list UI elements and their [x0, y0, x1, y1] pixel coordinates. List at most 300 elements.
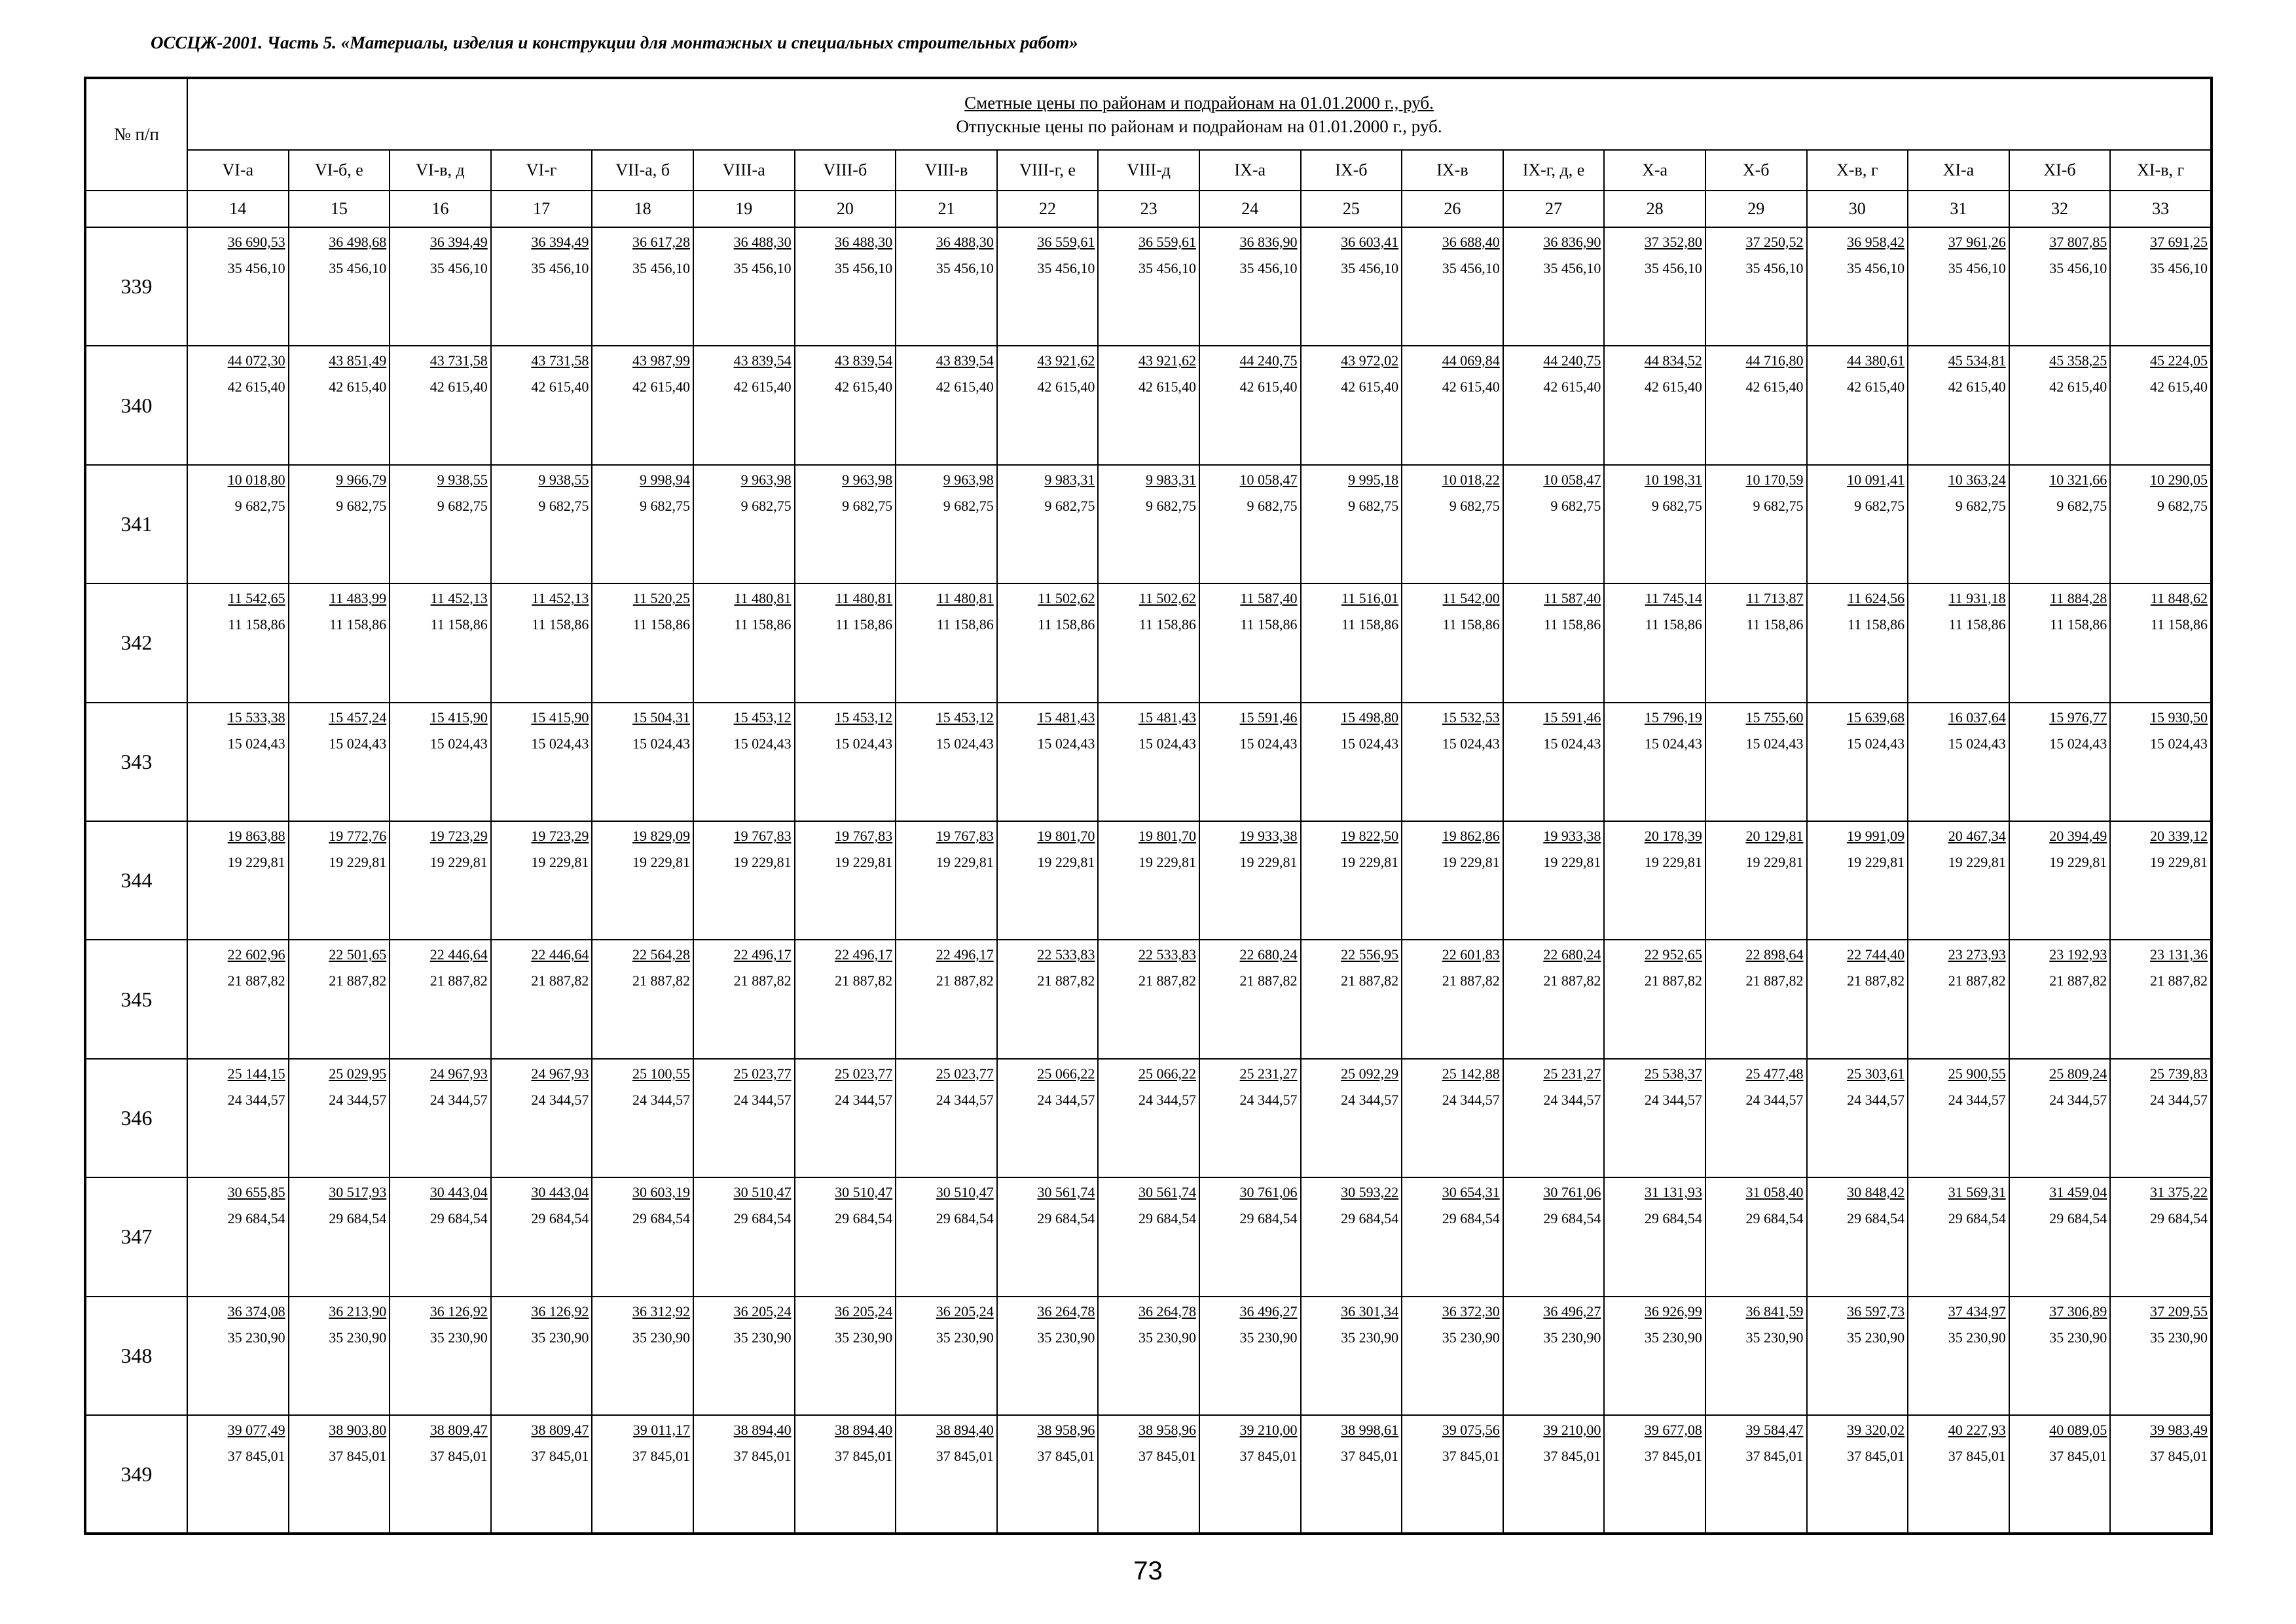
estimate-price: 31 459,04: [2049, 1184, 2107, 1201]
estimate-price: 22 898,64: [1745, 946, 1804, 963]
estimate-price: 39 983,49: [2150, 1421, 2208, 1438]
estimate-price: 10 058,47: [1239, 471, 1298, 488]
estimate-price: 10 290,05: [2150, 471, 2208, 488]
price-cell: [795, 940, 896, 1058]
table-row: [85, 1177, 2212, 1296]
price-cell: [1807, 703, 1908, 821]
price-cell: [1503, 346, 1605, 464]
release-price: 29 684,54: [1239, 1210, 1298, 1227]
estimate-price: 19 767,83: [835, 827, 893, 844]
estimate-price: 30 510,47: [835, 1184, 893, 1201]
estimate-price: 36 312,92: [632, 1302, 690, 1320]
price-cell: [896, 583, 997, 702]
release-price: 42 615,40: [1442, 378, 1500, 396]
price-cell: [1301, 1059, 1402, 1177]
release-price: 37 845,01: [2150, 1447, 2208, 1464]
estimate-price: 36 213,90: [329, 1302, 387, 1320]
estimate-price: 23 192,93: [2049, 946, 2107, 963]
district-header: IX-в: [1402, 150, 1503, 191]
release-price: 15 024,43: [1037, 735, 1095, 752]
district-header: VIII-а: [693, 150, 795, 191]
price-cell: [693, 465, 795, 583]
release-price: 9 682,75: [1753, 497, 1804, 514]
release-price: 35 230,90: [1745, 1329, 1804, 1346]
release-price: 9 682,75: [1449, 497, 1500, 514]
price-cell: [997, 1297, 1099, 1415]
estimate-price: 19 933,38: [1543, 827, 1601, 844]
estimate-price: 43 921,62: [1037, 352, 1095, 369]
district-header: X-а: [1604, 150, 1705, 191]
price-cell: [1705, 940, 1807, 1058]
price-cell: [1705, 583, 1807, 702]
price-cell: [693, 1297, 795, 1415]
release-price: 29 684,54: [733, 1210, 792, 1227]
price-cell: [896, 940, 997, 1058]
release-price: 37 845,01: [936, 1447, 994, 1464]
release-price: 42 615,40: [632, 378, 690, 396]
price-cell: [1908, 1177, 2009, 1296]
price-cell: [1604, 465, 1705, 583]
release-price: 21 887,82: [835, 972, 893, 989]
num-column-header: № п/п: [85, 78, 187, 191]
release-price: 35 230,90: [227, 1329, 285, 1346]
release-price: 21 887,82: [1745, 972, 1804, 989]
release-price: 15 024,43: [1847, 735, 1905, 752]
price-cell: [1705, 1059, 1807, 1177]
estimate-price: 37 961,26: [1948, 234, 2006, 250]
estimate-price: 25 303,61: [1847, 1065, 1905, 1082]
price-cell: [1908, 1297, 2009, 1415]
table-row: [85, 1415, 2212, 1534]
price-cell: [693, 940, 795, 1058]
estimate-price: 15 796,19: [1644, 709, 1702, 726]
price-cell: [1301, 227, 1402, 346]
estimate-price: 22 501,65: [329, 946, 387, 963]
estimate-price: 36 926,99: [1644, 1302, 1702, 1320]
release-price: 37 845,01: [227, 1447, 285, 1464]
release-price: 11 158,86: [734, 616, 792, 633]
release-price: 35 456,10: [1644, 260, 1702, 276]
price-cell: [187, 583, 289, 702]
price-cell: [1503, 940, 1605, 1058]
estimate-price: 25 144,15: [227, 1065, 285, 1082]
release-price: 35 456,10: [2150, 260, 2208, 276]
price-cell: [2009, 227, 2111, 346]
district-header: IX-б: [1301, 150, 1402, 191]
price-cell: [896, 1415, 997, 1534]
release-price: 19 229,81: [2049, 853, 2107, 870]
release-price: 24 344,57: [936, 1091, 994, 1108]
price-cell: [187, 1059, 289, 1177]
estimate-price: 19 862,86: [1442, 827, 1500, 844]
price-cell: [1908, 346, 2009, 464]
price-cell: [2009, 821, 2111, 940]
release-price: 15 024,43: [835, 735, 893, 752]
release-price: 9 682,75: [336, 497, 387, 514]
release-price: 15 024,43: [1644, 735, 1702, 752]
release-price: 9 682,75: [1348, 497, 1399, 514]
price-cell: [795, 346, 896, 464]
release-price: 37 845,01: [1847, 1447, 1905, 1464]
row-number: 348: [85, 1297, 187, 1415]
estimate-price: 11 713,87: [1746, 590, 1804, 607]
release-price: 29 684,54: [1138, 1210, 1196, 1227]
price-cell: [1199, 1177, 1301, 1296]
estimate-price: 30 517,93: [329, 1184, 387, 1201]
release-price: 11 158,86: [1746, 616, 1804, 633]
price-cell: [2009, 940, 2111, 1058]
estimate-price: 15 639,68: [1847, 709, 1905, 726]
estimate-price: 43 851,49: [329, 352, 387, 369]
release-price: 35 456,10: [835, 260, 893, 276]
estimate-price: 10 091,41: [1847, 471, 1905, 488]
price-cell: [1503, 703, 1605, 821]
estimate-price: 11 480,81: [835, 590, 893, 607]
price-cell: [1807, 1297, 1908, 1415]
column-number: 21: [896, 191, 997, 227]
estimate-price: 39 011,17: [632, 1421, 690, 1438]
price-cell: [795, 1415, 896, 1534]
price-cell: [1199, 1059, 1301, 1177]
price-cell: [289, 940, 390, 1058]
price-cell: [1807, 346, 1908, 464]
price-cell: [390, 703, 491, 821]
release-price: 9 682,75: [1651, 497, 1702, 514]
price-cell: [896, 703, 997, 821]
estimate-price: 39 677,08: [1644, 1421, 1702, 1438]
estimate-price: 11 452,13: [430, 590, 488, 607]
estimate-price: 36 958,42: [1847, 234, 1905, 250]
price-cell: [1098, 940, 1199, 1058]
column-number: 28: [1604, 191, 1705, 227]
release-price: 11 158,86: [835, 616, 893, 633]
estimate-price: 11 502,62: [1038, 590, 1095, 607]
release-price: 37 845,01: [1543, 1447, 1601, 1464]
price-table: [84, 77, 2213, 1535]
price-cell: [693, 703, 795, 821]
estimate-price: 36 126,92: [531, 1302, 589, 1320]
release-price: 15 024,43: [733, 735, 792, 752]
table-row: [85, 346, 2212, 464]
table-row: [85, 940, 2212, 1058]
estimate-price: 36 498,68: [329, 234, 387, 250]
release-price: 11 158,86: [1544, 616, 1601, 633]
release-price: 42 615,40: [1948, 378, 2006, 396]
price-cell: [187, 1177, 289, 1296]
price-cell: [491, 583, 592, 702]
release-price: 42 615,40: [329, 378, 387, 396]
release-price: 35 230,90: [329, 1329, 387, 1346]
release-price: 21 887,82: [1341, 972, 1399, 989]
estimate-price: 36 264,78: [1037, 1302, 1095, 1320]
release-price: 19 229,81: [1745, 853, 1804, 870]
release-price: 15 024,43: [1948, 735, 2006, 752]
estimate-price: 19 991,09: [1847, 827, 1905, 844]
district-header: VI-б, е: [289, 150, 390, 191]
price-cell: [1098, 1177, 1199, 1296]
release-price: 21 887,82: [1037, 972, 1095, 989]
release-price: 11 158,86: [1645, 616, 1702, 633]
price-cell: [1199, 703, 1301, 821]
price-cell: [1301, 940, 1402, 1058]
estimate-price: 11 542,00: [1442, 590, 1500, 607]
row-number: 340: [85, 346, 187, 464]
release-price: 24 344,57: [531, 1091, 589, 1108]
estimate-price: 39 584,47: [1745, 1421, 1804, 1438]
estimate-price: 36 836,90: [1543, 234, 1601, 250]
price-cell: [2009, 1059, 2111, 1177]
estimate-price: 22 446,64: [429, 946, 488, 963]
estimate-price: 37 807,85: [2049, 234, 2107, 250]
estimate-price: 30 655,85: [227, 1184, 285, 1201]
price-cell: [1604, 821, 1705, 940]
price-cell: [1604, 346, 1705, 464]
price-cell: [1098, 346, 1199, 464]
price-cell: [693, 227, 795, 346]
price-cell: [1301, 703, 1402, 821]
price-cell: [2110, 703, 2212, 821]
estimate-price: 9 966,79: [336, 471, 387, 488]
price-cell: [1301, 583, 1402, 702]
estimate-price: 43 731,58: [429, 352, 488, 369]
release-price: 21 887,82: [2049, 972, 2107, 989]
price-cell: [896, 1177, 997, 1296]
release-price: 29 684,54: [1341, 1210, 1399, 1227]
price-cell: [997, 227, 1099, 346]
release-price: 11 158,86: [1240, 616, 1298, 633]
district-header: VI-г: [491, 150, 592, 191]
estimate-price: 19 723,29: [531, 827, 589, 844]
estimate-price: 36 496,27: [1239, 1302, 1298, 1320]
estimate-price: 43 972,02: [1341, 352, 1399, 369]
release-price: 37 845,01: [1239, 1447, 1298, 1464]
estimate-price: 38 958,96: [1037, 1421, 1095, 1438]
price-cell: [592, 583, 693, 702]
price-cell: [289, 1177, 390, 1296]
estimate-price: 10 321,66: [2049, 471, 2107, 488]
price-cell: [390, 940, 491, 1058]
release-price: 11 158,86: [1139, 616, 1196, 633]
price-cell: [390, 821, 491, 940]
price-cell: [289, 1415, 390, 1534]
release-price: 42 615,40: [1239, 378, 1298, 396]
price-cell: [1705, 465, 1807, 583]
price-cell: [2110, 821, 2212, 940]
release-price: 19 229,81: [1341, 853, 1399, 870]
estimate-price: 19 829,09: [632, 827, 690, 844]
release-price: 21 887,82: [1442, 972, 1500, 989]
estimate-price: 38 903,80: [329, 1421, 387, 1438]
release-price: 15 024,43: [1239, 735, 1298, 752]
price-cell: [2009, 1297, 2111, 1415]
release-price: 9 682,75: [538, 497, 589, 514]
estimate-price: 36 205,24: [835, 1302, 893, 1320]
table-row: [85, 703, 2212, 821]
estimate-price: 44 716,80: [1745, 352, 1804, 369]
estimate-price: 9 938,55: [437, 471, 488, 488]
price-cell: [491, 346, 592, 464]
estimate-price: 36 301,34: [1341, 1302, 1399, 1320]
release-price: 11 158,86: [632, 616, 690, 633]
estimate-price: 22 601,83: [1442, 946, 1500, 963]
row-number: 345: [85, 940, 187, 1058]
district-header: VII-а, б: [592, 150, 693, 191]
price-cell: [390, 1059, 491, 1177]
price-cell: [491, 703, 592, 821]
price-cell: [289, 703, 390, 821]
table-row: [85, 1297, 2212, 1415]
release-price: 21 887,82: [733, 972, 792, 989]
release-price: 35 456,10: [733, 260, 792, 276]
price-cell: [1908, 583, 2009, 702]
estimate-price: 9 995,18: [1348, 471, 1399, 488]
price-cell: [1098, 703, 1199, 821]
release-price: 19 229,81: [329, 853, 387, 870]
price-cell: [1604, 1059, 1705, 1177]
release-price: 21 887,82: [1138, 972, 1196, 989]
price-cell: [997, 1177, 1099, 1296]
release-price: 35 230,90: [632, 1329, 690, 1346]
price-cell: [1503, 821, 1605, 940]
estimate-price: 25 739,83: [2150, 1065, 2208, 1082]
column-number-row: [85, 191, 2212, 227]
release-price: 21 887,82: [1239, 972, 1298, 989]
release-price: 29 684,54: [227, 1210, 285, 1227]
column-number: 23: [1098, 191, 1199, 227]
price-cell: [1199, 940, 1301, 1058]
price-cell: [1807, 465, 1908, 583]
release-price: 35 230,90: [936, 1329, 994, 1346]
price-cell: [187, 703, 289, 821]
price-cell: [1604, 703, 1705, 821]
release-price: 37 845,01: [632, 1447, 690, 1464]
price-cell: [1503, 1059, 1605, 1177]
district-header: VI-в, д: [390, 150, 491, 191]
column-number-blank: [85, 191, 187, 227]
price-cell: [289, 1297, 390, 1415]
price-cell: [1604, 1297, 1705, 1415]
price-cell: [795, 227, 896, 346]
release-price: 15 024,43: [1442, 735, 1500, 752]
column-number: 26: [1402, 191, 1503, 227]
release-price: 29 684,54: [1948, 1210, 2006, 1227]
price-cell: [187, 465, 289, 583]
release-price: 19 229,81: [1948, 853, 2006, 870]
price-cell: [1503, 227, 1605, 346]
estimate-price: 15 591,46: [1239, 709, 1298, 726]
estimate-price: 25 066,22: [1138, 1065, 1196, 1082]
row-number: 341: [85, 465, 187, 583]
estimate-price: 11 480,81: [936, 590, 994, 607]
release-price: 35 230,90: [531, 1329, 589, 1346]
release-price: 42 615,40: [1341, 378, 1399, 396]
estimate-price: 10 058,47: [1543, 471, 1601, 488]
release-price: 24 344,57: [227, 1091, 285, 1108]
estimate-price: 38 998,61: [1341, 1421, 1399, 1438]
release-price: 11 158,86: [2150, 616, 2208, 633]
price-cell: [390, 346, 491, 464]
price-cell: [1301, 1297, 1402, 1415]
release-price: 29 684,54: [1442, 1210, 1500, 1227]
price-cell: [592, 821, 693, 940]
release-price: 29 684,54: [1847, 1210, 1905, 1227]
estimate-price: 38 809,47: [531, 1421, 589, 1438]
release-price: 35 456,10: [329, 260, 387, 276]
price-cell: [187, 346, 289, 464]
release-price: 37 845,01: [1138, 1447, 1196, 1464]
price-cell: [1705, 346, 1807, 464]
price-cell: [1199, 465, 1301, 583]
price-cell: [1503, 583, 1605, 702]
estimate-price: 36 488,30: [936, 234, 994, 250]
release-price: 29 684,54: [1543, 1210, 1601, 1227]
price-cell: [289, 346, 390, 464]
release-price: 42 615,40: [1847, 378, 1905, 396]
release-price: 29 684,54: [1037, 1210, 1095, 1227]
release-price: 19 229,81: [2150, 853, 2208, 870]
estimate-price: 9 963,98: [842, 471, 893, 488]
release-price: 37 845,01: [1037, 1447, 1095, 1464]
estimate-price: 36 374,08: [227, 1302, 285, 1320]
release-price: 29 684,54: [632, 1210, 690, 1227]
release-price: 9 682,75: [1955, 497, 2006, 514]
estimate-price: 25 023,77: [733, 1065, 792, 1082]
row-number: 342: [85, 583, 187, 702]
price-cell: [997, 940, 1099, 1058]
release-price: 35 456,10: [2049, 260, 2107, 276]
release-price: 24 344,57: [1239, 1091, 1298, 1108]
estimate-price: 31 569,31: [1948, 1184, 2006, 1201]
release-price: 35 456,10: [1442, 260, 1500, 276]
estimate-price: 24 967,93: [429, 1065, 488, 1082]
estimate-price: 15 415,90: [429, 709, 488, 726]
estimate-price: 11 587,40: [1240, 590, 1298, 607]
price-cell: [1301, 821, 1402, 940]
release-price: 35 230,90: [733, 1329, 792, 1346]
release-price: 19 229,81: [1239, 853, 1298, 870]
estimate-price: 16 037,64: [1948, 709, 2006, 726]
release-price: 35 230,90: [1442, 1329, 1500, 1346]
release-price: 9 682,75: [234, 497, 285, 514]
table-row: [85, 227, 2212, 346]
price-cell: [1908, 465, 2009, 583]
estimate-price: 10 198,31: [1644, 471, 1702, 488]
row-number: 339: [85, 227, 187, 346]
estimate-price: 15 415,90: [531, 709, 589, 726]
estimate-price: 19 767,83: [936, 827, 994, 844]
release-price: 35 230,90: [1543, 1329, 1601, 1346]
estimate-price: 11 452,13: [532, 590, 589, 607]
release-price: 21 887,82: [227, 972, 285, 989]
release-price: 42 615,40: [227, 378, 285, 396]
release-price: 9 682,75: [1044, 497, 1095, 514]
estimate-price: 36 496,27: [1543, 1302, 1601, 1320]
estimate-price: 19 767,83: [733, 827, 792, 844]
release-price: 24 344,57: [329, 1091, 387, 1108]
estimate-price: 15 591,46: [1543, 709, 1601, 726]
price-cell: [2009, 583, 2111, 702]
release-price: 42 615,40: [531, 378, 589, 396]
column-number: 15: [289, 191, 390, 227]
estimate-price: 15 755,60: [1745, 709, 1804, 726]
price-cell: [1098, 1415, 1199, 1534]
estimate-price: 15 532,53: [1442, 709, 1500, 726]
estimate-price: 10 363,24: [1948, 471, 2006, 488]
estimate-price: 38 958,96: [1138, 1421, 1196, 1438]
estimate-price: 22 496,17: [936, 946, 994, 963]
estimate-price: 43 987,99: [632, 352, 690, 369]
estimate-price: 25 142,88: [1442, 1065, 1500, 1082]
